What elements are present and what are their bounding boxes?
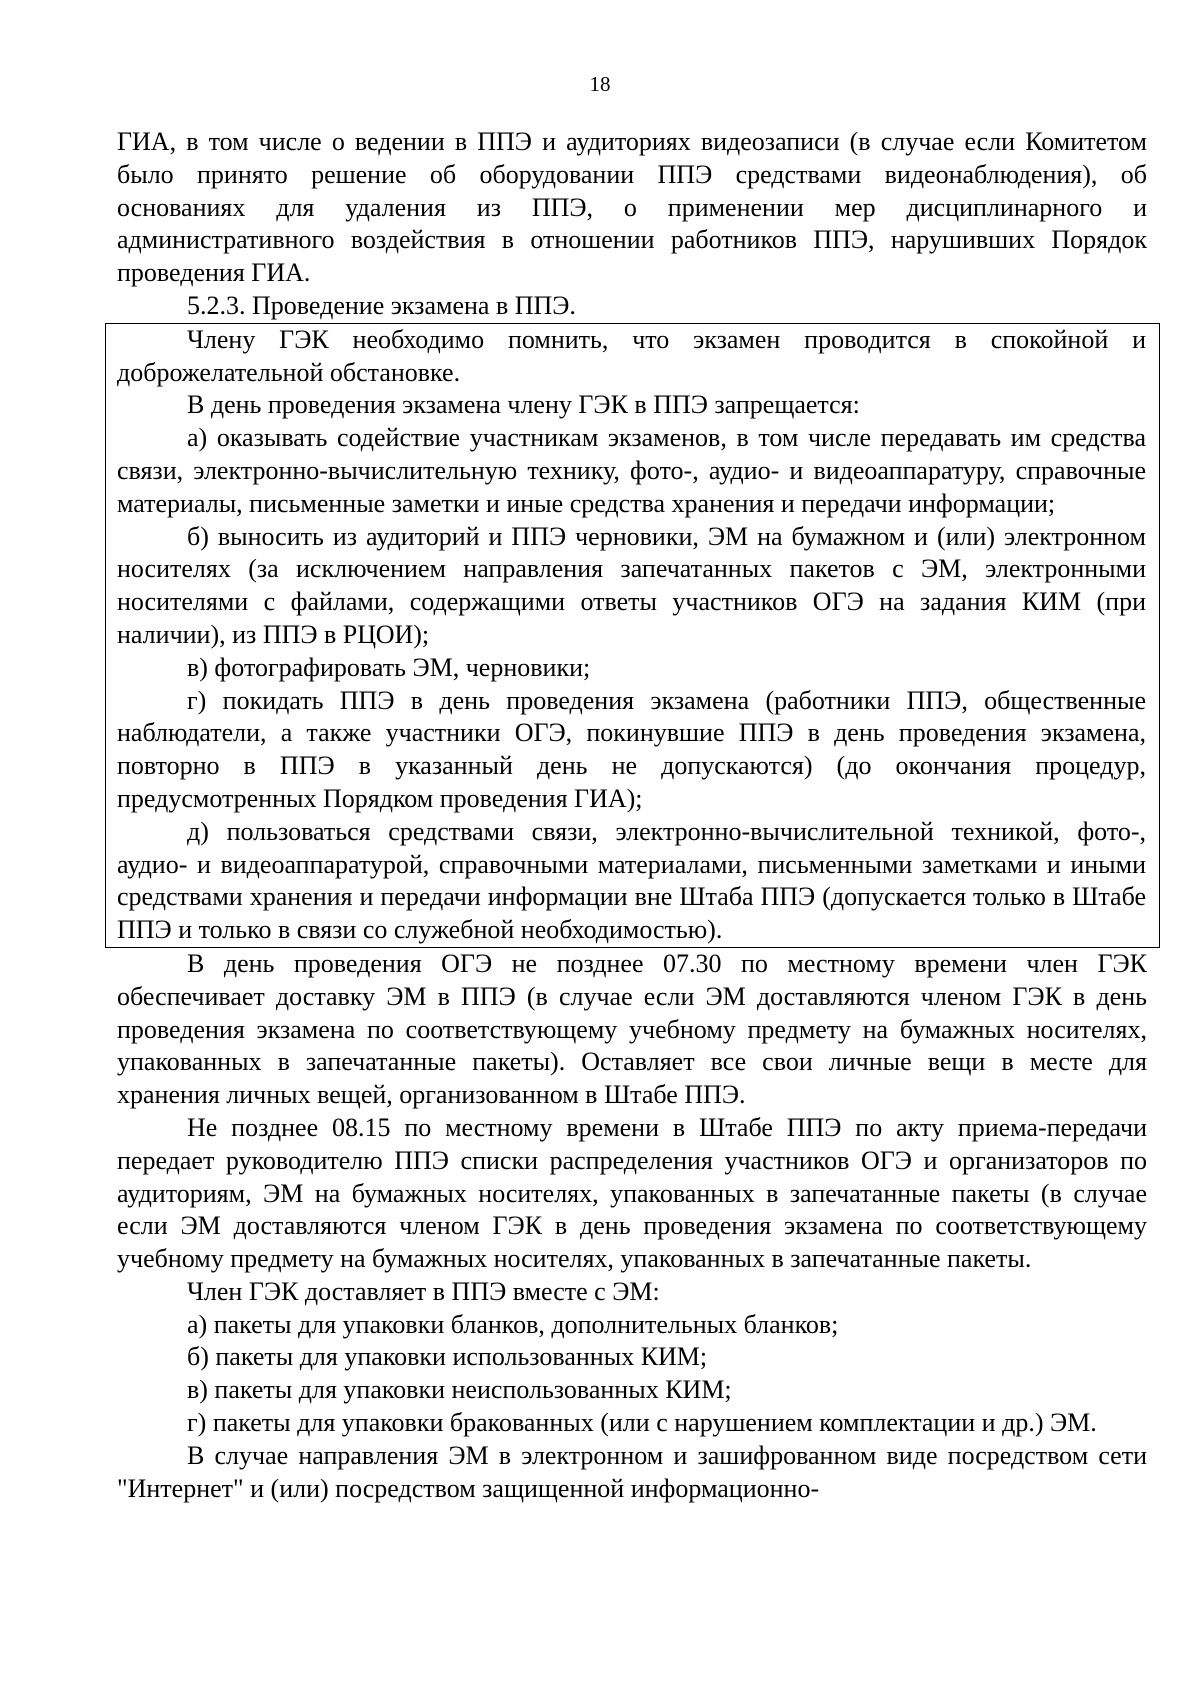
paragraph-continuation: ГИА, в том числе о ведении в ППЭ и аудиториях видеозаписи (в случае если Комитетом было принято решение об оборудовании ППЭ средствами видеонаблюдения), об основаниях для удаления из ППЭ, о применении мер дисциплинарного и административного воздействия в отношении работников ППЭ, нарушивших Порядок проведения ГИА. (117, 127, 1147, 288)
list-item-g: г) пакеты для упаковки бракованных (или с нарушением комплектации и др.) ЭМ. (187, 1408, 1097, 1438)
page-body (117, 126, 1147, 1505)
section-heading-5-2-3: 5.2.3. Проведение экзамена в ППЭ. (187, 290, 576, 320)
box-item-v: в) фотографировать ЭМ, черновики; (187, 652, 591, 682)
prohibitions-box (105, 323, 1160, 948)
list-item-v: в) пакеты для упаковки неиспользованных КИМ; (187, 1375, 732, 1405)
box-paragraph-intro: Члену ГЭК необходимо помнить, что экзамен проводится в спокойной и доброжелательной обстановке. (117, 324, 1146, 387)
page-number: 18 (589, 72, 611, 96)
box-paragraph-prohibited-heading: В день проведения экзамена члену ГЭК в ППЭ запрещается: (187, 390, 860, 420)
paragraph-delivery: В день проведения ОГЭ не позднее 07.30 по местному времени член ГЭК обеспечивает доставку ЭМ в ППЭ (в случае если ЭМ доставляются членом ГЭК в день проведения экзамена по соответствующему учебному предмету на бумажных носителях, упакованных в запечатанные пакеты). Оставляет все свои личные вещи в месте для хранения личных вещей, организованном в Штабе ППЭ. (117, 948, 1147, 1110)
box-item-d: д) пользоваться средствами связи, электронно-вычислительной техникой, фото-, аудио- и видеоаппаратурой, справочными материалами, письменными заметками и иными средствами хранения и передачи информации вне Штаба ППЭ (допускается только в Штабе ППЭ и только в связи со служебной необходимостью). (117, 816, 1146, 945)
box-item-a: а) оказывать содействие участникам экзаменов, в том числе передавать им средства связи, электронно-вычислительную технику, фото-, аудио- и видеоаппаратуру, справочные материалы, письменные заметки и иные средства хранения и передачи информации; (117, 423, 1146, 518)
paragraph-internet-delivery: В случае направления ЭМ в электронном и зашифрованном виде посредством сети "Интернет" и (или) посредством защищенной информационно- (117, 1440, 1147, 1503)
list-item-b: б) пакеты для упаковки использованных КИМ; (187, 1342, 708, 1372)
paragraph-handover: Не позднее 08.15 по местному времени в Штабе ППЭ по акту приема-передачи передает руководителю ППЭ списки распределения участников ОГЭ и организаторов по аудиториям, ЭМ на бумажных носителях, упакованных в запечатанные пакеты (в случае если ЭМ доставляются членом ГЭК в день проведения экзамена по соответствующему учебному предмету на бумажных носителях, упакованных в запечатанные пакеты. (117, 1112, 1147, 1274)
box-item-b: б) выносить из аудиторий и ППЭ черновики, ЭМ на бумажном и (или) электронном носителях (за исключением направления запечатанных пакетов с ЭМ, электронными носителями с файлами, содержащими ответы участников ОГЭ на задания КИМ (при наличии), из ППЭ в РЦОИ); (117, 521, 1146, 649)
box-item-g: г) покидать ППЭ в день проведения экзамена (работники ППЭ, общественные наблюдатели, а также участники ОГЭ, покинувшие ППЭ в день проведения экзамена, повторно в ППЭ в указанный день не допускаются) (до окончания процедур, предусмотренных Порядком проведения ГИА); (117, 685, 1146, 813)
list-item-a: а) пакеты для упаковки бланков, дополнительных бланков; (187, 1309, 839, 1339)
paragraph-delivers-list-heading: Член ГЭК доставляет в ППЭ вместе с ЭМ: (187, 1276, 660, 1306)
